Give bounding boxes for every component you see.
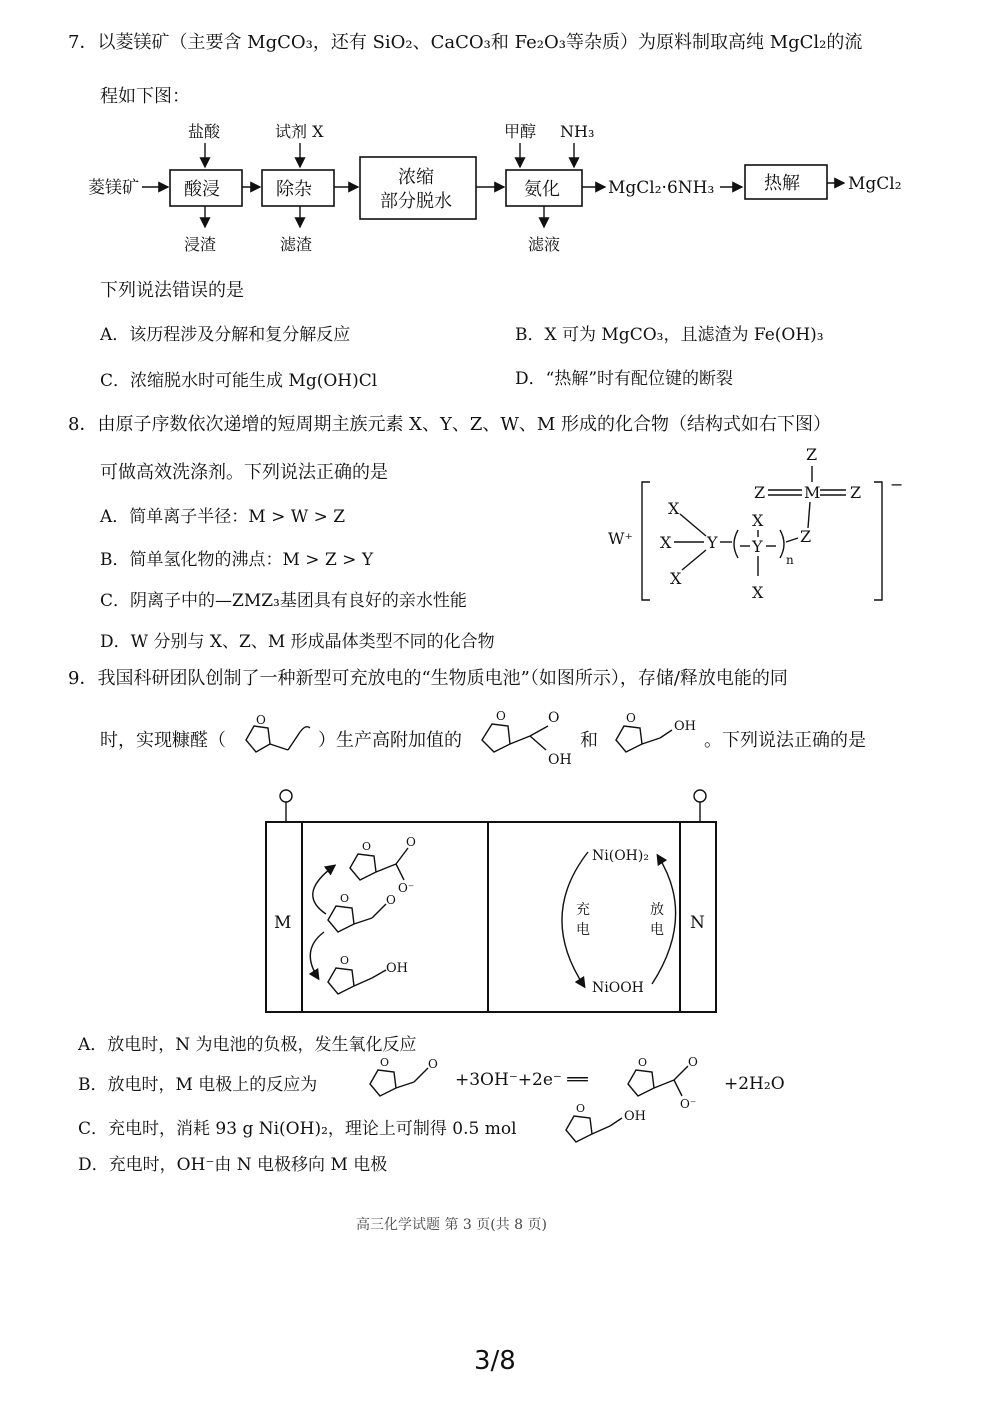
label-discharge-2: 电 <box>650 922 664 938</box>
q9-battery-figure <box>258 786 728 1018</box>
q8-stem-line1: 8．由原子序数依次递增的短周期主族元素 X、Y、Z、W、M 形成的化合物（结构式如右下图） <box>68 414 832 435</box>
fig-furfural-o: O <box>386 893 396 907</box>
flow-step-3-line2: 部分脱水 <box>380 191 452 212</box>
q9-stem-part3: 和 <box>580 730 598 751</box>
flow-product-2: MgCl₂ <box>848 174 902 194</box>
q9-option-d: D．充电时，OH⁻由 N 电极移向 M 电极 <box>78 1155 388 1175</box>
struct-x-top: X <box>668 499 680 518</box>
flow-reagent-4b: NH₃ <box>560 122 595 141</box>
flow-product-1: MgCl₂·6NH₃ <box>608 178 715 198</box>
label-m: M <box>274 913 292 933</box>
q7-option-d: D．“热解”时有配位键的断裂 <box>515 369 734 389</box>
struct-x-ru-top: X <box>752 511 764 530</box>
label-charge-2: 电 <box>576 922 590 938</box>
flow-step-2: 除杂 <box>276 179 312 200</box>
flow-step-4: 氨化 <box>524 179 560 200</box>
q8-option-d: D．W 分别与 X、Z、M 形成晶体类型不同的化合物 <box>100 632 495 652</box>
q9-option-b-mid: +3OH⁻+2e⁻ ══ <box>455 1070 588 1090</box>
struct-z-right: Z <box>850 483 862 502</box>
struct-z-link: Z <box>800 527 812 546</box>
struct-cation: W⁺ <box>608 529 633 548</box>
label-niooh: NiOOH <box>592 980 644 996</box>
struct-x-ru-bottom: X <box>752 583 764 602</box>
furfuryl-oh: OH <box>674 719 696 734</box>
q8-option-c: C．阴离子中的—ZMZ₃基团具有良好的亲水性能 <box>100 591 467 611</box>
page-number: 3/8 <box>474 1346 516 1376</box>
furoic-carbonyl-o: O <box>548 710 560 726</box>
option-b-furfural <box>360 1054 452 1100</box>
optb-furoate-ring-o: O <box>638 1056 648 1069</box>
flow-out-2: 滤渣 <box>280 235 313 254</box>
flow-reagent-2: 试剂 X <box>275 122 324 141</box>
q7-option-c: C．浓缩脱水时可能生成 Mg(OH)Cl <box>100 371 378 391</box>
q7-prompt: 下列说法错误的是 <box>100 280 244 301</box>
flow-step-1: 酸浸 <box>184 179 220 200</box>
q7-option-a: A．该历程涉及分解和复分解反应 <box>100 325 351 345</box>
q9-option-c: C．充电时，消耗 93 g Ni(OH)₂，理论上可制得 0.5 mol <box>78 1119 517 1139</box>
label-n: N <box>690 913 705 933</box>
q9-option-b-pre: B．放电时，M 电极上的反应为 <box>78 1075 318 1095</box>
flow-step-5: 热解 <box>764 173 800 194</box>
optb-furfural-ring-o: O <box>380 1056 390 1069</box>
option-c-furfuryl-alcohol <box>556 1100 660 1148</box>
fig-furfuryl-ring-o: O <box>340 954 350 967</box>
optb-furoate-carbonyl-o: O <box>688 1055 698 1069</box>
label-charge: 充 <box>576 902 590 918</box>
struct-y2: Y <box>752 537 763 556</box>
q8-structure <box>600 438 920 608</box>
q8-option-b: B．简单氢化物的沸点：M > Z > Y <box>100 550 374 570</box>
q7-stem-line2: 程如下图： <box>100 86 190 107</box>
furoic-furan-o: O <box>496 709 506 723</box>
q9-stem-line1: 9．我国科研团队创制了一种新型可充放电的“生物质电池”（如图所示），存储/释放电能的同 <box>68 668 788 689</box>
q8-option-a: A．简单离子半径：M > W > Z <box>100 507 346 527</box>
q9-stem-part4: 。下列说法正确的是 <box>704 730 866 751</box>
fig-furfuryl-oh: OH <box>386 961 408 976</box>
furoic-acid-structure-inline <box>474 706 584 768</box>
q7-option-b: B．X 可为 MgCO₃，且滤渣为 Fe(OH)₃ <box>515 325 824 345</box>
fig-furoate-ring-o: O <box>362 840 372 853</box>
fig-furoate-o-minus: O⁻ <box>398 881 415 895</box>
q7-stem-line1: 7．以菱镁矿（主要含 MgCO₃，还有 SiO₂、CaCO₃和 Fe₂O₃等杂质）为原料制取高纯 MgCl₂的流 <box>68 32 863 53</box>
optc-furfuryl-oh: OH <box>624 1109 646 1124</box>
optb-furfural-o: O <box>428 1057 438 1071</box>
q9-option-a: A．放电时，N 为电池的负极，发生氧化反应 <box>78 1035 417 1055</box>
furfuryl-alcohol-structure-inline <box>606 710 706 758</box>
struct-n: n <box>786 553 794 567</box>
flow-out-4: 滤液 <box>528 235 561 254</box>
q9-stem-part2: ）生产高附加值的 <box>318 730 462 751</box>
struct-charge: − <box>890 475 904 494</box>
struct-z-top: Z <box>806 445 818 464</box>
fig-furoate-carbonyl-o: O <box>406 835 416 849</box>
q9-option-b-post: +2H₂O <box>724 1074 785 1094</box>
page-footer: 高三化学试题 第 3 页(共 8 页) <box>356 1217 547 1233</box>
optb-furoate-o-minus: O⁻ <box>680 1097 697 1111</box>
label-ni-oh2: Ni(OH)₂ <box>592 848 649 864</box>
q9-stem-part1: 时，实现糠醛（ <box>100 730 226 751</box>
q8-stem-line2: 可做高效洗涤剂。下列说法正确的是 <box>100 462 388 483</box>
label-discharge: 放 <box>650 902 664 918</box>
struct-m: M <box>804 483 821 502</box>
struct-x-left: X <box>660 533 672 552</box>
furoic-oh: OH <box>548 752 572 768</box>
q7-flowchart <box>80 115 940 265</box>
flow-start: 菱镁矿 <box>88 178 139 198</box>
flow-out-1: 浸渣 <box>184 235 217 254</box>
flow-reagent-4a: 甲醇 <box>504 122 537 141</box>
flow-step-3-line1: 浓缩 <box>398 167 434 188</box>
struct-x-bottom: X <box>670 569 682 588</box>
fig-furfural-ring-o: O <box>340 892 350 905</box>
furfuryl-furan-o: O <box>626 711 636 725</box>
furan-o: O <box>256 713 266 727</box>
optc-furfuryl-ring-o: O <box>576 1102 586 1115</box>
furfural-structure-inline <box>232 712 324 762</box>
flow-reagent-1: 盐酸 <box>188 122 221 141</box>
struct-y1: Y <box>707 533 718 552</box>
struct-z-left: Z <box>754 483 766 502</box>
